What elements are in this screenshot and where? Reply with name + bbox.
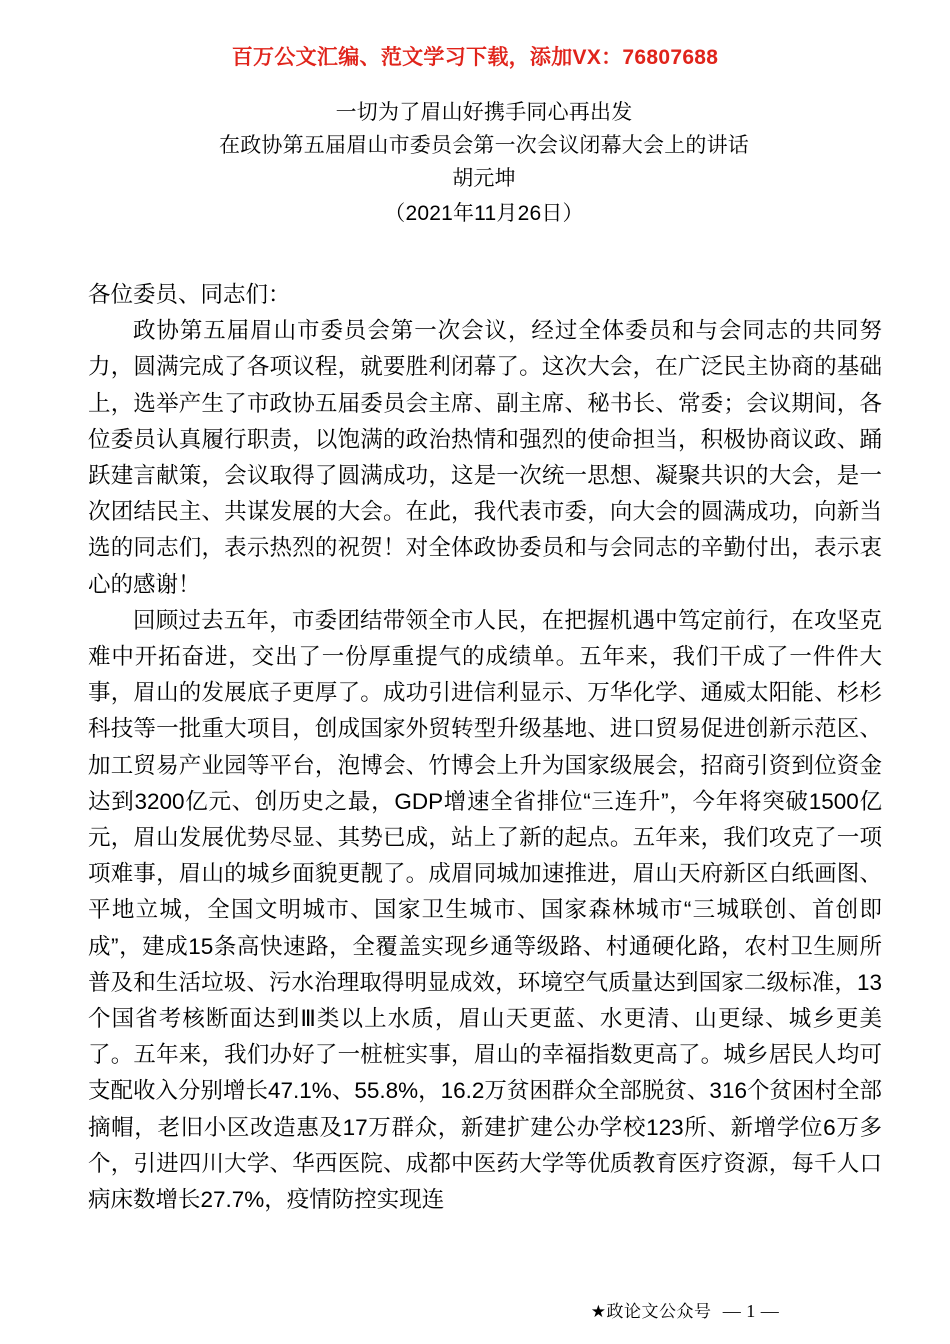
page-number: — 1 — — [722, 1301, 780, 1321]
promo-banner: 百万公文汇编、范文学习下载，添加VX：76807688 — [231, 46, 719, 69]
watermark-label: ★政论文公众号 — [590, 1302, 712, 1321]
document-body — [88, 277, 882, 1218]
document-title-line-1: 一切为了眉山好携手同心再出发 — [335, 101, 633, 124]
body-paragraph-2: 回顾过去五年，市委团结带领全市人民，在把握机遇中笃定前行，在攻坚克难中开拓奋进，交出了一份厚重提气的成绩单。五年来，我们干成了一件件大事，眉山的发展底子更厚了。成功引进信利显示、万华化学、通威太阳能、杉杉科技等一批重大项目，创成国家外贸转型升级基地、进口贸易促进创新示范区、加工贸易产业园等平台，泡博会、竹博会上升为国家级展会，招商引资到位资金达到3200亿元、创历史之最，GDP增速全省排位“三连升”，今年将突破1500亿元，眉山发展优势尽显、其势已成，站上了新的起点。五年来，我们攻克了一项项难事，眉山的城乡面貌更靓了。成眉同城加速推进，眉山天府新区白纸画图、平地立城，全国文明城市、国家卫生城市、国家森林城市“三城联创、首创即成”，建成15条高快速路，全覆盖实现乡通等级路、村通硬化路，农村卫生厕所普及和生活垃圾、污水治理取得明显成效，环境空气质量达到国家二级标准，13个国省考核断面达到Ⅲ类以上水质，眉山天更蓝、水更清、山更绿、城乡更美了。五年来，我们办好了一桩桩实事，眉山的幸福指数更高了。城乡居民人均可支配收入分别增长47.1%、55.8%，16.2万贫困群众全部脱贫、316个贫困村全部摘帽，老旧小区改造惠及17万群众，新建扩建公办学校123所、新增学位6万多个，引进四川大学、华西医院、成都中医药大学等优质教育医疗资源，每千人口病床数增长27.7%，疫情防控实现连 — [88, 607, 882, 1213]
page-footer — [0, 1297, 950, 1322]
body-paragraph-1: 政协第五届眉山市委员会第一次会议，经过全体委员和与会同志的共同努力，圆满完成了各项议程，就要胜利闭幕了。这次大会，在广泛民主协商的基础上，选举产生了市政协五届委员会主席、副主席、秘书长、常委；会议期间，各位委员认真履行职责，以饱满的政治热情和强烈的使命担当，积极协商议政、踊跃建言献策，会议取得了圆满成功，这是一次统一思想、凝聚共识的大会，是一次团结民主、共谋发展的大会。在此，我代表市委，向大会的圆满成功，向新当选的同志们，表示热烈的祝贺！对全体政协委员和与会同志的辛勤付出，表示衷心的感谢！ — [88, 318, 882, 597]
document-author: 胡元坤 — [452, 167, 516, 190]
salutation: 各位委员、同志们： — [88, 282, 291, 307]
document-date: （2021年11月26日） — [384, 202, 584, 225]
footer-inner — [591, 1297, 779, 1322]
title-block — [88, 96, 880, 232]
document-title-line-2: 在政协第五届眉山市委员会第一次会议闭幕大会上的讲话 — [219, 134, 749, 157]
